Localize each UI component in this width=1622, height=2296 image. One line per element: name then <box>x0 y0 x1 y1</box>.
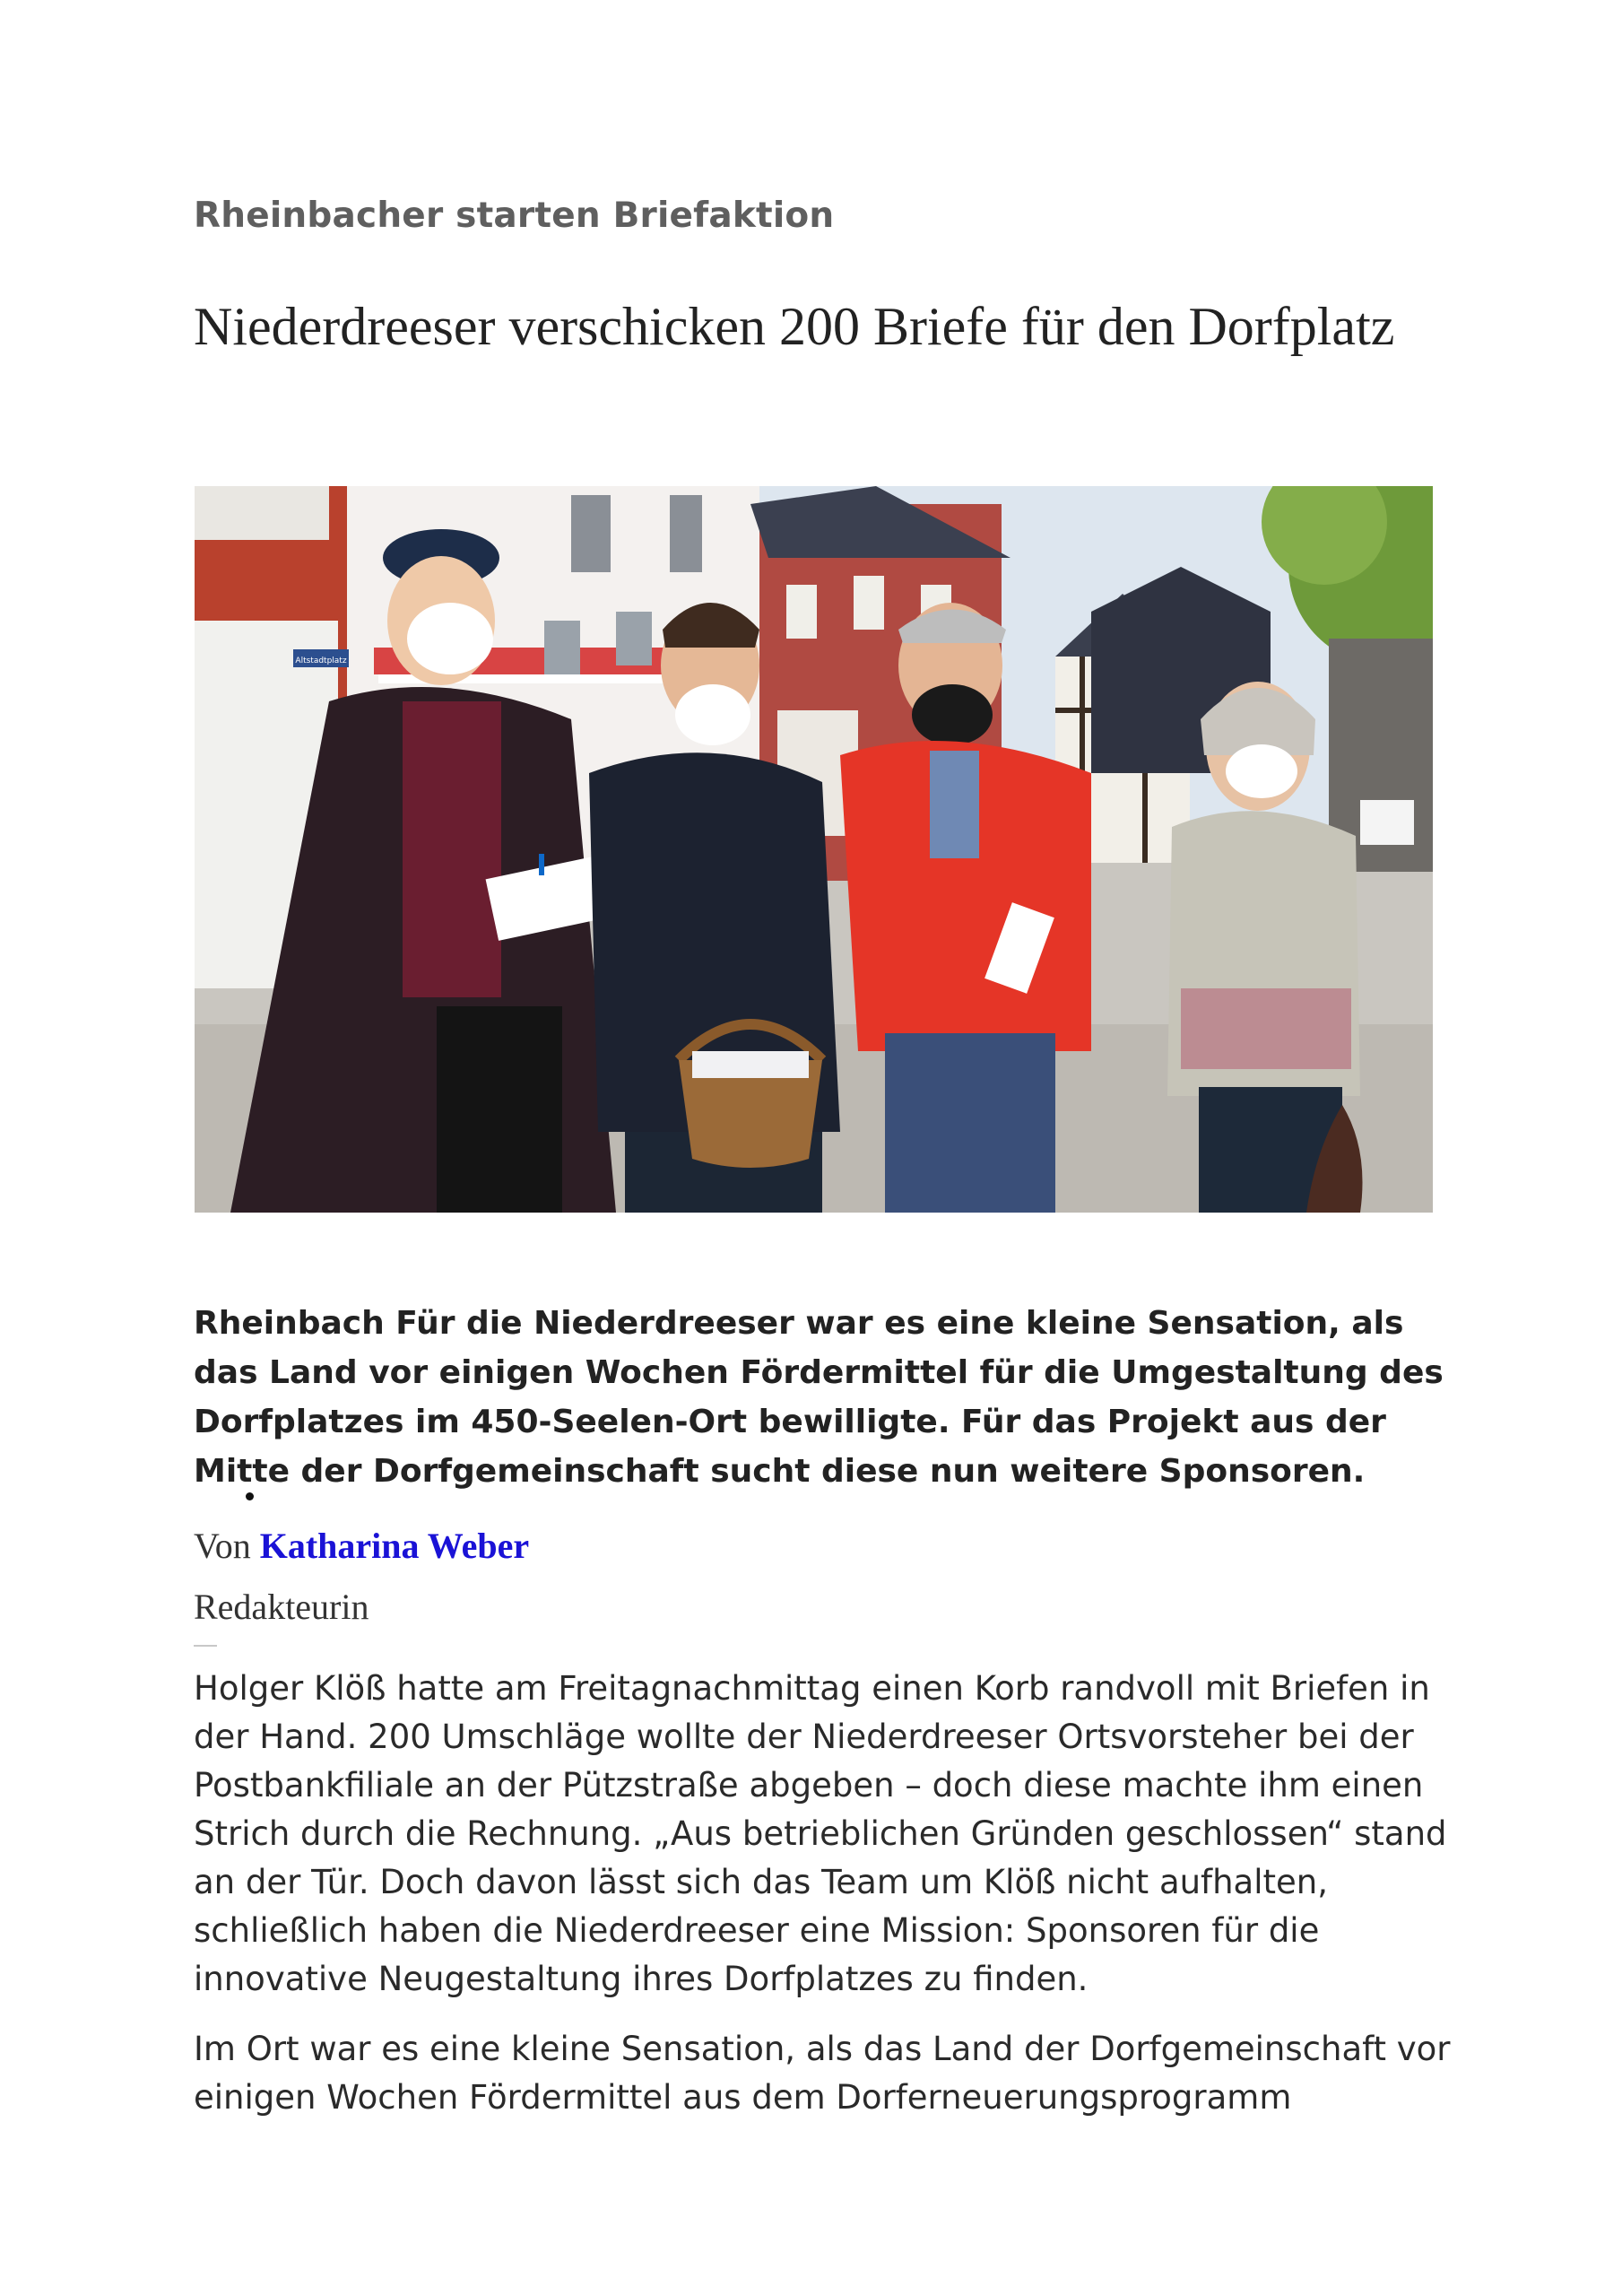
article-headline: Niederdreeser verschicken 200 Briefe für den Dorfplatz <box>194 297 1395 356</box>
article-lead: Rheinbach Für die Niederdreeser war es eine kleine Sensation, als das Land vor einigen Wochen Fördermittel für die Umgestaltung des Dorfplatzes im 450-Seelen-Ort bewilligte. Für das Projekt aus der Mitte der Dorfgemeinschaft sucht diese nun weitere Sponsoren. <box>194 1305 1444 1490</box>
author-link[interactable]: Katharina Weber <box>259 1526 530 1566</box>
byline-prefix: Von <box>194 1526 251 1566</box>
separator-line <box>194 1645 217 1647</box>
article-kicker: Rheinbacher starten Briefaktion <box>194 196 835 236</box>
article-paragraph: Im Ort war es eine kleine Sensation, als das Land der Dorfgemeinschaft vor einigen Wochen Fördermittel aus dem Dorferneuerungsprogramm <box>194 2030 1451 2117</box>
article-photo <box>195 486 1433 1213</box>
byline <box>194 1525 529 1567</box>
street-sign-text: Altstadtplatz <box>295 657 347 665</box>
author-role: Redakteurin <box>194 1587 369 1627</box>
article-paragraph: Holger Klöß hatte am Freitagnachmittag einen Korb randvoll mit Briefen in der Hand. 200 Umschläge wollte der Niederdreeser Ortsvorsteher bei der Postbankfiliale an der Pützstraße abgeben – doch diese machte ihm einen Strich durch die Rechnung. „Aus betrieblichen Gründen geschlossen“ stand an der Tür. Doch davon lässt sich das Team um Klöß nicht aufhalten, schließlich haben die Niederdreeser eine Mission: Sponsoren für die innovative Neugestaltung ihres Dorfplatzes zu finden. <box>194 1669 1447 1998</box>
bullet-dot <box>246 1492 254 1500</box>
